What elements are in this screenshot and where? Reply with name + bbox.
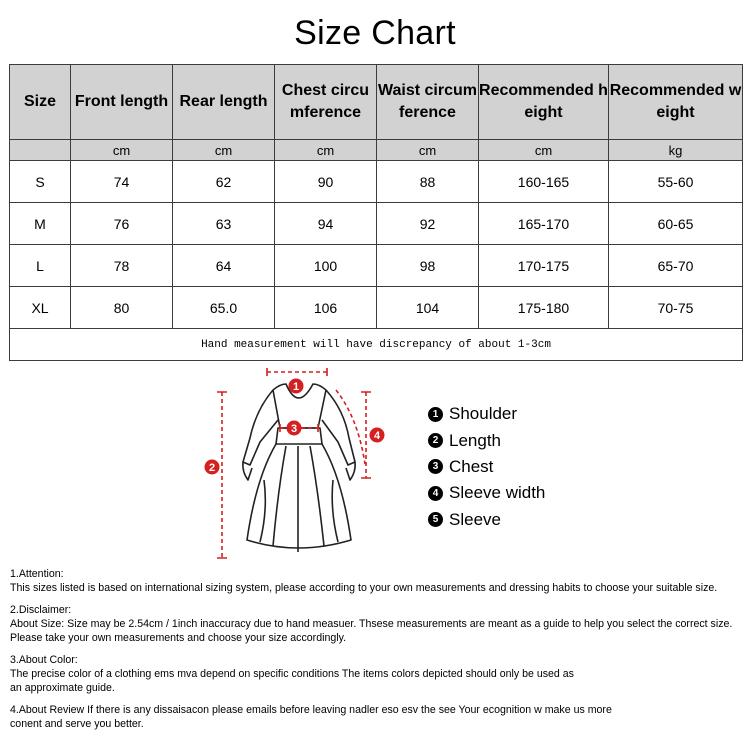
note-heading: 1.Attention: (10, 568, 64, 580)
number-2-icon: 2 (428, 433, 443, 448)
table-cell: 80 (71, 287, 173, 329)
table-cell: 55-60 (609, 161, 743, 203)
svg-text:1: 1 (292, 381, 300, 393)
note-line: conent and serve you better. (10, 718, 144, 730)
table-note-row (10, 329, 743, 361)
legend-item-length (428, 427, 545, 453)
table-cell: 60-65 (609, 203, 743, 245)
header-rear-length: Rear length (173, 65, 275, 140)
marker-3 (287, 421, 302, 436)
table-cell: 65.0 (173, 287, 275, 329)
unit-cell: cm (275, 140, 377, 161)
table-row (10, 161, 743, 203)
table-cell: 175-180 (479, 287, 609, 329)
note-disclaimer (10, 603, 750, 645)
table-header-row (10, 65, 743, 140)
legend-label: Sleeve width (449, 483, 546, 503)
legend-item-sleeve-width (428, 480, 545, 506)
legend-label: Length (449, 430, 501, 450)
size-cell: XL (10, 287, 71, 329)
table-cell: 90 (275, 161, 377, 203)
note-line: 4.About Review If there is any dissaisacon please emails before leaving nadler eso esv the see Your ecognition w make us more (10, 704, 612, 716)
unit-cell: cm (173, 140, 275, 161)
table-cell: 70-75 (609, 287, 743, 329)
svg-text:3: 3 (290, 423, 298, 435)
marker-2 (205, 460, 220, 475)
table-cell: 76 (71, 203, 173, 245)
note-attention (10, 567, 750, 595)
table-cell: 63 (173, 203, 275, 245)
table-cell: 88 (377, 161, 479, 203)
legend-label: Shoulder (449, 404, 518, 424)
table-cell: 64 (173, 245, 275, 287)
unit-cell (10, 140, 71, 161)
table-cell: 104 (377, 287, 479, 329)
table-cell: 78 (71, 245, 173, 287)
measurement-note: Hand measurement will have discrepancy of about 1-3cm (10, 329, 743, 361)
unit-cell: cm (71, 140, 173, 161)
number-3-icon: 3 (428, 459, 443, 474)
header-front-length: Front length (71, 65, 173, 140)
legend-label: Sleeve (449, 509, 501, 529)
header-recommended-height: Recommended height (479, 65, 609, 140)
measurement-legend (428, 401, 545, 533)
table-cell: 65-70 (609, 245, 743, 287)
note-heading: 3.About Color: (10, 654, 78, 666)
units-row (10, 140, 743, 161)
header-size: Size (10, 65, 71, 140)
unit-cell: cm (479, 140, 609, 161)
size-cell: L (10, 245, 71, 287)
svg-text:2: 2 (208, 462, 216, 474)
size-cell: M (10, 203, 71, 245)
size-cell: S (10, 161, 71, 203)
legend-label: Chest (449, 456, 494, 476)
number-4-icon: 4 (428, 486, 443, 501)
dress-diagram (198, 360, 398, 566)
note-line: Please take your own measurements and choose your size accordingly. (10, 632, 347, 644)
unit-cell: cm (377, 140, 479, 161)
table-cell: 74 (71, 161, 173, 203)
table-cell: 106 (275, 287, 377, 329)
table-cell: 170-175 (479, 245, 609, 287)
table-cell: 92 (377, 203, 479, 245)
note-line: an approximate guide. (10, 682, 115, 694)
marker-1 (289, 379, 304, 394)
note-line: About Size: Size may be 2.54cm / 1inch inaccuracy due to hand measuer. Thsese measurements are meant as a guide to help you select the correct size. (10, 618, 733, 630)
table-row (10, 245, 743, 287)
note-color (10, 653, 750, 695)
table-cell: 160-165 (479, 161, 609, 203)
header-waist: Waist circumference (377, 65, 479, 140)
header-chest: Chest circumference (275, 65, 377, 140)
table-cell: 165-170 (479, 203, 609, 245)
page-title: Size Chart (294, 14, 456, 52)
table-cell: 98 (377, 245, 479, 287)
legend-item-chest (428, 454, 545, 480)
note-line: The precise color of a clothing ems mva depend on specific conditions The items colors depicted should only be used as (10, 668, 574, 680)
dress-outline (243, 384, 355, 552)
size-table (9, 64, 743, 361)
svg-text:4: 4 (373, 430, 381, 442)
table-cell: 94 (275, 203, 377, 245)
notes-section (10, 567, 750, 739)
legend-item-shoulder (428, 401, 545, 427)
number-5-icon: 5 (428, 512, 443, 527)
legend-item-sleeve (428, 507, 545, 533)
table-cell: 100 (275, 245, 377, 287)
number-1-icon: 1 (428, 407, 443, 422)
note-review (10, 703, 750, 731)
note-line: This sizes listed is based on international sizing system, please according to your own measurements and dressing habits to choose your suitable size. (10, 582, 718, 594)
header-recommended-weight: Recommended weight (609, 65, 743, 140)
marker-4 (370, 428, 385, 443)
table-row (10, 287, 743, 329)
unit-cell: kg (609, 140, 743, 161)
table-row (10, 203, 743, 245)
table-cell: 62 (173, 161, 275, 203)
note-heading: 2.Disclaimer: (10, 604, 72, 616)
